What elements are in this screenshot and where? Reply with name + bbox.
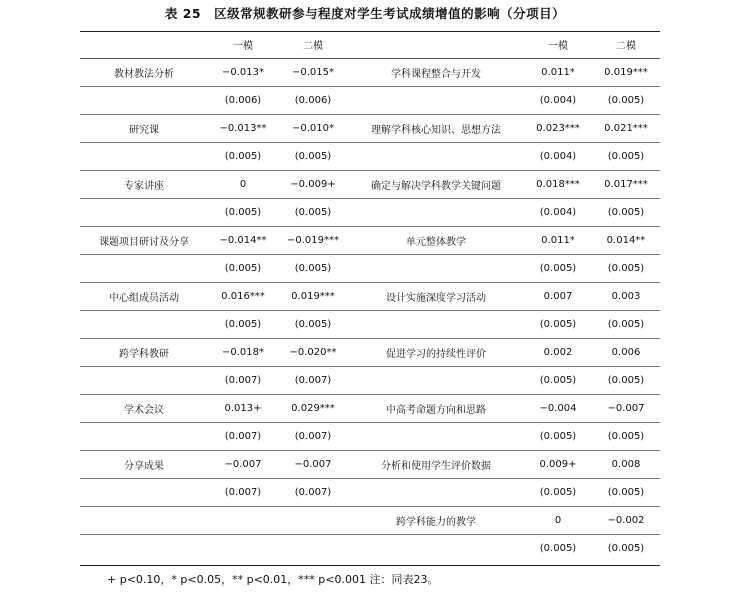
right-ermo-coef: 0.014** [592, 227, 660, 255]
left-blank [80, 479, 208, 507]
header-yimo-left: 一模 [208, 31, 278, 59]
left-yimo-coef: −0.018* [208, 339, 278, 367]
left-yimo-coef: −0.013** [208, 115, 278, 143]
std-error-row [80, 143, 660, 171]
right-item-label: 分析和使用学生评价数据 [348, 451, 524, 479]
regression-table [80, 31, 660, 562]
left-ermo-se: (0.005) [278, 255, 348, 283]
left-yimo-se: (0.006) [208, 87, 278, 115]
left-ermo-se: (0.006) [278, 87, 348, 115]
left-yimo-se: (0.005) [208, 199, 278, 227]
left-ermo-se: (0.007) [278, 367, 348, 395]
std-error-row [80, 87, 660, 115]
right-ermo-coef: 0.008 [592, 451, 660, 479]
right-yimo-coef: 0.007 [524, 283, 592, 311]
right-blank [348, 535, 524, 563]
right-yimo-coef: 0.011* [524, 227, 592, 255]
right-ermo-se: (0.005) [592, 311, 660, 339]
left-yimo-coef: 0 [208, 171, 278, 199]
right-yimo-coef: −0.004 [524, 395, 592, 423]
left-yimo-coef [208, 507, 278, 535]
std-error-row [80, 479, 660, 507]
left-blank [80, 535, 208, 563]
left-yimo-se: (0.005) [208, 311, 278, 339]
left-ermo-se: (0.005) [278, 311, 348, 339]
right-yimo-se: (0.004) [524, 143, 592, 171]
coefficient-row [80, 115, 660, 143]
left-blank [80, 311, 208, 339]
std-error-row [80, 311, 660, 339]
right-ermo-se: (0.005) [592, 143, 660, 171]
right-ermo-se: (0.005) [592, 255, 660, 283]
right-yimo-coef: 0.018*** [524, 171, 592, 199]
left-yimo-se: (0.005) [208, 143, 278, 171]
left-yimo-coef: 0.013+ [208, 395, 278, 423]
coefficient-row [80, 227, 660, 255]
std-error-row [80, 423, 660, 451]
left-item-label: 学术会议 [80, 395, 208, 423]
header-ermo-left: 二模 [278, 31, 348, 59]
right-ermo-coef: 0.003 [592, 283, 660, 311]
right-blank [348, 255, 524, 283]
right-yimo-se: (0.005) [539, 543, 577, 554]
left-yimo-se: (0.005) [208, 255, 278, 283]
right-item-label: 中高考命题方向和思路 [348, 395, 524, 423]
coefficient-row [80, 395, 660, 423]
left-blank [80, 367, 208, 395]
right-ermo-se: (0.005) [592, 199, 660, 227]
right-blank [348, 199, 524, 227]
right-ermo-coef: 0.006 [592, 339, 660, 367]
header-ermo-right: 二模 [592, 31, 660, 59]
right-ermo-se: (0.005) [592, 87, 660, 115]
left-item-label: 课题项目研讨及分享 [80, 227, 208, 255]
coefficient-row [80, 507, 660, 535]
table-bottom-rule [80, 565, 660, 566]
right-ermo-se: (0.005) [592, 367, 660, 395]
right-item-label: 学科课程整合与开发 [348, 59, 524, 87]
left-ermo-se: (0.007) [278, 423, 348, 451]
right-yimo-se: (0.004) [524, 199, 592, 227]
right-yimo-se: (0.005) [524, 479, 592, 507]
left-yimo-coef: −0.007 [208, 451, 278, 479]
coefficient-row [80, 171, 660, 199]
right-yimo-coef: 0.002 [524, 339, 592, 367]
right-blank [348, 423, 524, 451]
std-error-row [80, 535, 660, 563]
std-error-row [80, 367, 660, 395]
right-ermo-se: (0.005) [607, 543, 645, 554]
right-yimo-coef: 0.023*** [524, 115, 592, 143]
right-item-label: 跨学科能力的教学 [348, 507, 524, 535]
coefficient-row [80, 283, 660, 311]
left-ermo-se: (0.005) [278, 199, 348, 227]
right-yimo-coef: 0.009+ [524, 451, 592, 479]
right-item-label: 确定与解决学科教学关键问题 [348, 171, 524, 199]
left-item-label: 分享成果 [80, 451, 208, 479]
right-ermo-coef: −0.002 [592, 507, 660, 535]
std-error-row [80, 255, 660, 283]
left-item-label: 研究课 [80, 115, 208, 143]
left-blank [80, 199, 208, 227]
left-ermo-coef: −0.015* [278, 59, 348, 87]
right-blank [348, 143, 524, 171]
right-blank [348, 479, 524, 507]
right-blank [348, 367, 524, 395]
left-yimo-se: (0.007) [208, 423, 278, 451]
left-ermo-coef: −0.019*** [278, 227, 348, 255]
right-yimo-coef: 0 [524, 507, 592, 535]
left-ermo-coef: −0.020** [278, 339, 348, 367]
left-yimo-se [208, 535, 278, 563]
right-yimo-se: (0.005) [524, 367, 592, 395]
left-item-label [80, 507, 208, 535]
left-ermo-se: (0.007) [278, 479, 348, 507]
left-item-label: 教材教法分析 [80, 59, 208, 87]
left-item-label: 跨学科教研 [80, 339, 208, 367]
right-item-label: 促进学习的持续性评价 [348, 339, 524, 367]
left-ermo-coef: 0.029*** [278, 395, 348, 423]
left-ermo-se: (0.005) [278, 143, 348, 171]
left-item-label: 专家讲座 [80, 171, 208, 199]
table-footnote: + p<0.10，* p<0.05，** p<0.01，*** p<0.001 注：同表23。 [107, 573, 439, 586]
right-item-label: 理解学科核心知识、思想方法 [348, 115, 524, 143]
right-ermo-coef: −0.007 [592, 395, 660, 423]
left-ermo-coef: −0.009+ [278, 171, 348, 199]
left-yimo-se: (0.007) [208, 479, 278, 507]
right-yimo-se: (0.004) [524, 87, 592, 115]
table-title: 表 25 区级常规教研参与程度对学生考试成绩增值的影响（分项目） [164, 6, 566, 21]
right-yimo-se: (0.005) [524, 311, 592, 339]
header-blank-right [348, 31, 524, 59]
left-yimo-coef: −0.014** [208, 227, 278, 255]
right-blank [348, 311, 524, 339]
left-blank [80, 143, 208, 171]
right-yimo-se: (0.005) [524, 255, 592, 283]
left-ermo-coef [278, 507, 348, 535]
left-yimo-coef: 0.016*** [208, 283, 278, 311]
right-ermo-se: (0.005) [592, 423, 660, 451]
right-ermo-coef: 0.021*** [592, 115, 660, 143]
right-yimo-se: (0.005) [524, 423, 592, 451]
header-row [80, 31, 660, 59]
coefficient-row [80, 339, 660, 367]
right-item-label: 设计实施深度学习活动 [348, 283, 524, 311]
left-item-label: 中心组成员活动 [80, 283, 208, 311]
left-ermo-coef: −0.010* [278, 115, 348, 143]
right-ermo-coef: 0.017*** [592, 171, 660, 199]
coefficient-row [80, 451, 660, 479]
left-ermo-coef: −0.007 [278, 451, 348, 479]
left-blank [80, 87, 208, 115]
right-yimo-coef: 0.011* [524, 59, 592, 87]
table-body [80, 59, 660, 563]
std-error-row [80, 199, 660, 227]
left-yimo-se: (0.007) [208, 367, 278, 395]
left-ermo-se [278, 535, 348, 563]
left-blank [80, 255, 208, 283]
header-yimo-right: 一模 [524, 31, 592, 59]
right-ermo-coef: 0.019*** [592, 59, 660, 87]
left-yimo-coef: −0.013* [208, 59, 278, 87]
header-blank-left [80, 31, 208, 59]
coefficient-row [80, 59, 660, 87]
left-blank [80, 423, 208, 451]
right-item-label: 单元整体教学 [348, 227, 524, 255]
right-ermo-se: (0.005) [592, 479, 660, 507]
right-blank [348, 87, 524, 115]
left-ermo-coef: 0.019*** [278, 283, 348, 311]
